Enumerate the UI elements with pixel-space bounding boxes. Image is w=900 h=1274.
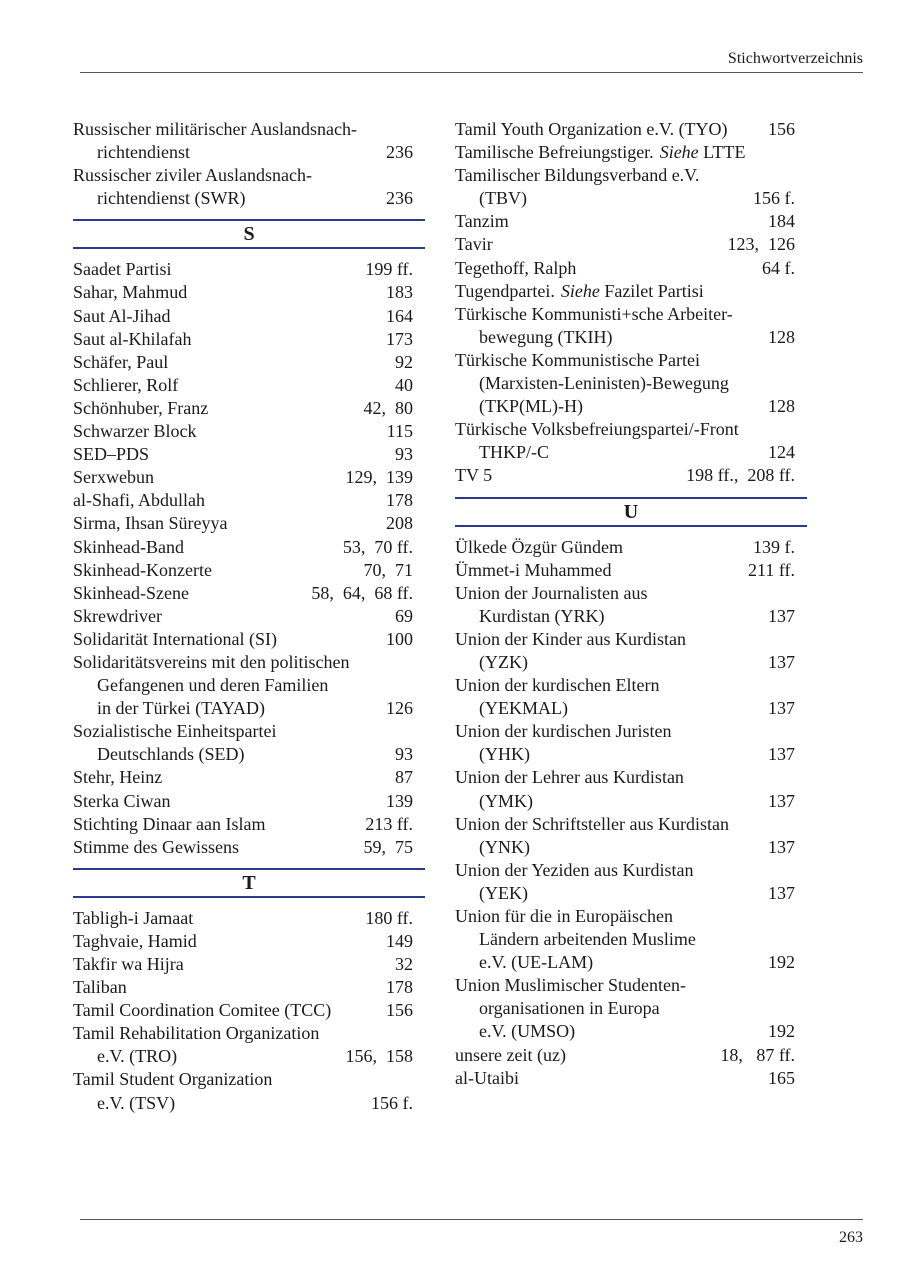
entry-term: Russischer militärischer Auslandsnach-: [73, 119, 357, 139]
entry-term: Tamil Student Organization: [73, 1069, 273, 1090]
entry-pages: 236: [386, 188, 413, 209]
entry-continuation-line: [455, 951, 795, 974]
entry-line: [455, 974, 795, 997]
entry-term: Ümmet-i Muhammed: [455, 559, 612, 580]
entry-pages: 126: [386, 698, 413, 719]
entry-term: Kurdistan (YRK): [479, 605, 605, 626]
index-entry: [455, 1067, 795, 1090]
entry-term: (TKP(ML)-H): [479, 396, 583, 417]
index-entry: [455, 859, 795, 905]
entry-term: Tugendpartei.: [455, 280, 555, 301]
entry-line: [455, 303, 795, 326]
entry-term: e.V. (TSV): [97, 1092, 176, 1113]
entry-continuation-line: [455, 1020, 795, 1043]
index-column-right: [455, 118, 795, 1090]
entry-pages: 42, 80: [363, 397, 413, 418]
entry-term: Stichting Dinaar aan Islam: [73, 813, 266, 834]
see-target: Fazilet Partisi: [604, 280, 704, 301]
entry-pages: 178: [386, 977, 413, 998]
entry-pages: 156: [768, 119, 795, 139]
entry-term: Solidaritätsvereins mit den politischen: [73, 651, 350, 672]
entry-pages: 156: [386, 1000, 413, 1021]
letter-heading-t: T: [73, 868, 425, 898]
entry-pages: 208: [386, 513, 413, 534]
entry-continuation-line: [455, 187, 795, 210]
entry-pages: 192: [768, 952, 795, 973]
entry-term: Ülkede Özgür Gündem: [455, 536, 623, 557]
index-entry: [73, 281, 413, 304]
index-entry: [73, 164, 413, 210]
entry-term: richtendienst (SWR): [97, 188, 246, 209]
index-entry: [455, 418, 795, 464]
entry-pages: 18, 87 ff.: [720, 1044, 795, 1065]
entry-term: (Marxisten-Leninisten)-Bewegung: [479, 373, 729, 394]
entry-continuation-line: [455, 651, 795, 674]
index-entry: [455, 582, 795, 628]
entry-term: Union Muslimischer Studenten-: [455, 975, 686, 996]
index-entry: [73, 374, 413, 397]
index-entry: [73, 836, 413, 859]
entry-term: Türkische Volksbefreiungspartei/-Front: [455, 419, 739, 440]
entry-line: [455, 210, 795, 233]
entry-line: [73, 164, 413, 187]
entry-continuation-line: [455, 928, 795, 951]
entry-line: [455, 536, 795, 559]
entry-pages: 139: [386, 790, 413, 811]
entry-continuation-line: [455, 882, 795, 905]
entry-term: Tamilischer Bildungsverband e.V.: [455, 165, 700, 186]
index-entry: [455, 766, 795, 812]
entry-term: Tabligh-i Jamaat: [73, 907, 194, 928]
entry-line: [73, 953, 413, 976]
entry-pages: 236: [386, 142, 413, 163]
entry-term: unsere zeit (uz): [455, 1044, 566, 1065]
index-entry: [455, 141, 795, 164]
entry-line: [73, 258, 413, 281]
entry-term: Taliban: [73, 977, 127, 998]
index-entry: [73, 999, 413, 1022]
entry-line: [73, 605, 413, 628]
entry-line: [73, 999, 413, 1022]
entry-pages: 164: [386, 305, 413, 326]
entry-line: [455, 464, 795, 487]
entry-continuation-line: [455, 697, 795, 720]
entry-pages: 124: [768, 442, 795, 463]
entry-pages: 123, 126: [727, 234, 795, 255]
page-number: 263: [839, 1229, 863, 1246]
entry-line: [455, 257, 795, 280]
entry-term: (YHK): [479, 744, 530, 765]
entry-term: Sahar, Mahmud: [73, 282, 188, 303]
entry-pages: 149: [386, 930, 413, 951]
index-entry: [455, 257, 795, 280]
entry-term: Skrewdriver: [73, 605, 162, 626]
entry-line: [455, 164, 795, 187]
entry-term: Tamil Rehabilitation Organization: [73, 1023, 320, 1044]
entry-line: [73, 559, 413, 582]
index-entry: [73, 512, 413, 535]
entry-pages: 183: [386, 282, 413, 303]
entry-term: e.V. (UMSO): [479, 1021, 576, 1042]
entry-line: [73, 443, 413, 466]
entry-pages: 139 f.: [753, 536, 795, 557]
index-entry: [73, 397, 413, 420]
index-entry: [455, 974, 795, 1043]
entry-term: Türkische Kommunistische Partei: [455, 349, 700, 370]
entry-pages: 173: [386, 328, 413, 349]
entry-term: Saut al-Khilafah: [73, 328, 192, 349]
entry-continuation-line: [73, 1092, 413, 1115]
entry-pages: 93: [395, 744, 413, 765]
entry-line: [73, 118, 413, 141]
entry-line: [73, 536, 413, 559]
entries-t-continued: [455, 118, 795, 488]
index-entry: [73, 536, 413, 559]
entry-term: Tavir: [455, 234, 493, 255]
entry-term: Union der Kinder aus Kurdistan: [455, 628, 686, 649]
entries-pre-s: [73, 118, 413, 210]
index-entry: [73, 328, 413, 351]
entry-pages: 137: [768, 605, 795, 626]
entry-continuation-line: [455, 605, 795, 628]
entry-term: Sozialistische Einheitspartei: [73, 721, 277, 742]
entry-line: [455, 859, 795, 882]
index-entry: [455, 280, 795, 303]
entry-term: Taghvaie, Hamid: [73, 930, 197, 951]
entry-line: [73, 1068, 413, 1091]
entry-pages: 32: [395, 954, 413, 974]
entry-pages: 156 f.: [371, 1092, 413, 1113]
entry-line: [73, 281, 413, 304]
index-entry: [73, 605, 413, 628]
index-entry: [73, 766, 413, 789]
entry-line: [455, 1067, 795, 1090]
index-entry: [455, 559, 795, 582]
entry-line: [455, 280, 795, 303]
entry-pages: 59, 75: [363, 836, 413, 857]
entry-pages: 184: [768, 211, 795, 232]
entry-line: [73, 766, 413, 789]
letter-heading-u: U: [455, 497, 807, 527]
index-entry: [73, 651, 413, 720]
see-reference: [555, 280, 795, 303]
entry-line: [73, 651, 413, 674]
index-entry: [455, 720, 795, 766]
entry-term: Tamilische Befreiungstiger.: [455, 142, 654, 163]
header-rule: [80, 72, 863, 73]
index-entry: [73, 258, 413, 281]
index-entry: [73, 790, 413, 813]
entry-term: Union der Lehrer aus Kurdistan: [455, 767, 684, 788]
entry-pages: 199 ff.: [365, 259, 413, 280]
entry-continuation-line: [73, 697, 413, 720]
entry-term: Takfir wa Hijra: [73, 954, 184, 974]
entry-line: [455, 141, 795, 164]
index-entry: [455, 349, 795, 418]
entry-term: Skinhead-Konzerte: [73, 559, 212, 580]
entry-line: [73, 351, 413, 374]
entry-pages: 198 ff., 208 ff.: [686, 465, 795, 486]
entry-line: [455, 418, 795, 441]
entry-pages: 137: [768, 836, 795, 857]
entry-term: Schwarzer Block: [73, 421, 197, 442]
entry-term: organisationen in Europa: [479, 998, 660, 1019]
index-entry: [455, 628, 795, 674]
entry-line: [73, 466, 413, 489]
entry-term: Russischer ziviler Auslandsnach-: [73, 165, 312, 186]
index-entry: [73, 1068, 413, 1114]
entry-pages: 137: [768, 698, 795, 719]
index-entry: [73, 582, 413, 605]
index-entry: [73, 489, 413, 512]
entry-pages: 58, 64, 68 ff.: [311, 582, 413, 603]
entries-s: [73, 258, 413, 858]
index-entry: [455, 164, 795, 210]
entry-term: Skinhead-Szene: [73, 582, 189, 603]
index-entry: [455, 674, 795, 720]
entry-pages: 156 f.: [753, 188, 795, 209]
entry-term: Union der Yeziden aus Kurdistan: [455, 859, 694, 880]
entry-line: [73, 790, 413, 813]
entry-continuation-line: [73, 743, 413, 766]
entry-pages: 40: [395, 374, 413, 395]
entry-term: THKP/-C: [479, 442, 550, 463]
index-entry: [73, 420, 413, 443]
index-entry: [73, 976, 413, 999]
entry-pages: 69: [395, 605, 413, 626]
index-entry: [73, 628, 413, 651]
entry-pages: 128: [768, 326, 795, 347]
entry-term: Tamil Coordination Comitee (TCC): [73, 1000, 332, 1021]
entry-term: Skinhead-Band: [73, 536, 184, 557]
entry-term: Schlierer, Rolf: [73, 374, 179, 395]
entry-pages: 93: [395, 444, 413, 465]
index-entry: [455, 536, 795, 559]
entry-term: Saut Al-Jihad: [73, 305, 171, 326]
entry-pages: 137: [768, 882, 795, 903]
entry-term: Union der kurdischen Eltern: [455, 675, 660, 696]
entry-pages: 128: [768, 396, 795, 417]
entry-term: richtendienst: [97, 142, 190, 163]
entry-term: Sirma, Ihsan Süreyya: [73, 513, 228, 534]
letter-heading-s: S: [73, 219, 425, 249]
index-entry: [73, 466, 413, 489]
entry-term: Türkische Kommunisti+sche Arbeiter-: [455, 303, 733, 324]
entry-pages: 211 ff.: [748, 559, 795, 580]
index-entry: [73, 813, 413, 836]
index-entry: [455, 303, 795, 349]
entry-line: [455, 582, 795, 605]
entry-continuation-line: [73, 1045, 413, 1068]
entry-term: (YNK): [479, 836, 530, 857]
see-target: LTTE: [703, 142, 746, 163]
entry-term: Union der Journalisten aus: [455, 582, 648, 603]
entry-term: Tegethoff, Ralph: [455, 257, 577, 278]
index-entry: [455, 118, 795, 141]
entry-term: Saadet Partisi: [73, 259, 172, 280]
entry-pages: 64 f.: [762, 257, 795, 278]
entry-pages: 53, 70 ff.: [342, 536, 413, 557]
see-reference: [654, 141, 795, 164]
entry-line: [455, 674, 795, 697]
entry-term: e.V. (UE-LAM): [479, 952, 594, 973]
entry-continuation-line: [455, 790, 795, 813]
entries-u: [455, 536, 795, 1090]
footer-rule: [80, 1219, 863, 1220]
entry-pages: 180 ff.: [365, 907, 413, 928]
entry-term: bewegung (TKIH): [479, 326, 613, 347]
entry-term: (YEK): [479, 882, 528, 903]
entry-line: [73, 836, 413, 859]
entry-term: in der Türkei (TAYAD): [97, 698, 266, 719]
entry-pages: 100: [386, 628, 413, 649]
entry-line: [455, 905, 795, 928]
entry-line: [455, 118, 795, 141]
entry-line: [455, 559, 795, 582]
entry-continuation-line: [455, 372, 795, 395]
entry-continuation-line: [455, 836, 795, 859]
entry-continuation-line: [455, 395, 795, 418]
entry-term: Solidarität International (SI): [73, 628, 277, 649]
entry-line: [73, 930, 413, 953]
entry-pages: 92: [395, 351, 413, 372]
entry-continuation-line: [73, 141, 413, 164]
entry-term: Gefangenen und deren Familien: [97, 675, 329, 696]
index-entry: [455, 905, 795, 974]
entry-term: (YZK): [479, 651, 528, 672]
index-entry: [455, 210, 795, 233]
entry-term: Schäfer, Paul: [73, 351, 169, 372]
index-entry: [73, 953, 413, 976]
index-entry: [73, 907, 413, 930]
entry-line: [73, 907, 413, 930]
entry-line: [73, 305, 413, 328]
entry-term: Union für die in Europäischen: [455, 906, 673, 926]
see-word: Siehe: [560, 280, 600, 301]
entry-line: [73, 720, 413, 743]
entry-line: [455, 813, 795, 836]
entry-pages: 178: [386, 490, 413, 511]
entry-line: [455, 766, 795, 789]
entry-pages: 192: [768, 1021, 795, 1042]
index-entry: [455, 813, 795, 859]
index-entry: [73, 305, 413, 328]
entry-term: al-Shafi, Abdullah: [73, 490, 205, 511]
entry-pages: 137: [768, 651, 795, 672]
entry-term: Ländern arbeitenden Muslime: [479, 929, 696, 950]
entry-continuation-line: [73, 187, 413, 210]
entry-term: Tanzim: [455, 211, 509, 232]
index-entry: [73, 118, 413, 164]
entries-t: [73, 907, 413, 1115]
entry-continuation-line: [455, 326, 795, 349]
entry-pages: 156, 158: [345, 1046, 413, 1067]
entry-line: [73, 1022, 413, 1045]
index-entry: [455, 464, 795, 487]
entry-line: [73, 489, 413, 512]
entry-line: [73, 374, 413, 397]
see-word: Siehe: [659, 142, 699, 163]
index-entry: [455, 1044, 795, 1067]
entry-term: Union der kurdischen Juristen: [455, 721, 672, 742]
entry-line: [73, 512, 413, 535]
entry-term: Union der Schriftsteller aus Kurdistan: [455, 813, 729, 834]
entry-line: [73, 628, 413, 651]
index-entry: [73, 720, 413, 766]
running-head: Stichwortverzeichnis: [727, 50, 863, 67]
index-column-left: [73, 118, 413, 1115]
entry-line: [455, 1044, 795, 1067]
entry-term: SED–PDS: [73, 444, 150, 465]
entry-line: [73, 976, 413, 999]
entry-term: al-Utaibi: [455, 1067, 519, 1088]
entry-continuation-line: [73, 674, 413, 697]
entry-line: [455, 628, 795, 651]
index-entry: [73, 443, 413, 466]
entry-pages: 213 ff.: [365, 813, 413, 834]
entry-term: (YMK): [479, 790, 533, 811]
entry-term: Deutschlands (SED): [97, 744, 245, 765]
entry-line: [73, 813, 413, 836]
entry-term: e.V. (TRO): [97, 1046, 178, 1067]
entry-term: Serxwebun: [73, 467, 154, 488]
entry-pages: 137: [768, 790, 795, 811]
entry-term: Sterka Ciwan: [73, 790, 171, 811]
entry-line: [73, 328, 413, 351]
entry-term: (TBV): [479, 188, 527, 209]
entry-term: Stimme des Gewissens: [73, 836, 239, 857]
index-entry: [73, 559, 413, 582]
entry-term: Schönhuber, Franz: [73, 397, 209, 418]
entry-line: [73, 420, 413, 443]
entry-pages: 165: [768, 1067, 795, 1088]
index-entry: [73, 351, 413, 374]
entry-term: (YEKMAL): [479, 698, 568, 719]
entry-line: [73, 582, 413, 605]
entry-continuation-line: [455, 743, 795, 766]
entry-term: TV 5: [455, 465, 493, 486]
entry-line: [455, 349, 795, 372]
entry-pages: 137: [768, 744, 795, 765]
entry-term: Tamil Youth Organization e.V. (TYO): [455, 119, 728, 139]
entry-pages: 115: [386, 421, 413, 442]
entry-pages: 70, 71: [363, 559, 413, 580]
entry-pages: 87: [395, 767, 413, 788]
entry-continuation-line: [455, 997, 795, 1020]
index-entry: [73, 1022, 413, 1068]
index-entry: [73, 930, 413, 953]
entry-pages: 129, 139: [345, 467, 413, 488]
entry-continuation-line: [455, 441, 795, 464]
entry-line: [73, 397, 413, 420]
entry-line: [455, 233, 795, 256]
index-entry: [455, 233, 795, 256]
entry-line: [455, 720, 795, 743]
entry-term: Stehr, Heinz: [73, 767, 163, 788]
